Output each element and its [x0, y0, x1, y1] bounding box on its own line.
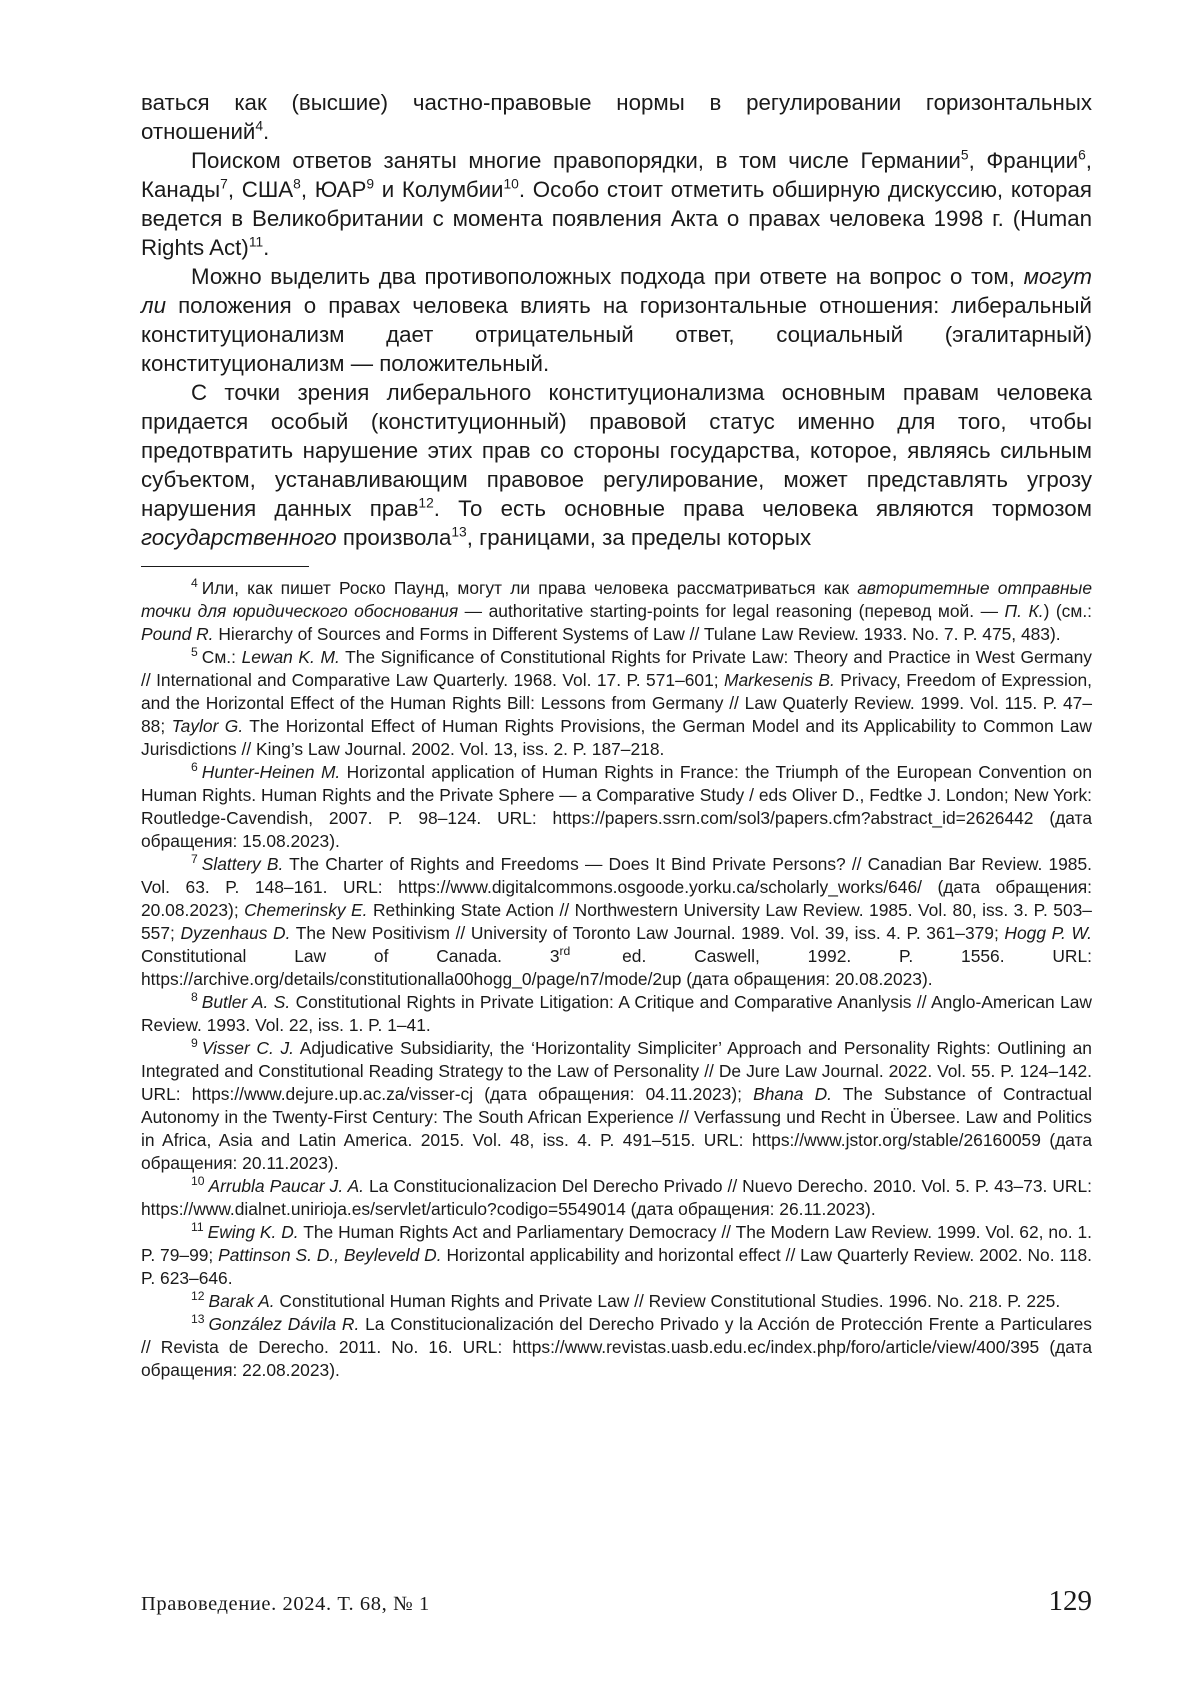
page-footer	[141, 1585, 1092, 1619]
footnote-ref: 7	[220, 175, 228, 192]
footnote-6	[141, 761, 1092, 853]
footnote-ref: 13	[191, 1312, 205, 1327]
text-run: , ЮАР	[300, 177, 367, 202]
text-run: The Horizontal Effect of Human Rights Provisions, the German Model and its Applicability to Common Law Jurisdictions // King’s Law Journal. 2002. Vol. 13, iss. 2. P. 187–218.	[141, 716, 1092, 759]
paragraph-4	[141, 378, 1092, 552]
italic-text: Arrubla Paucar J. A.	[208, 1176, 364, 1196]
italic-text: Pound R.	[141, 624, 214, 644]
footnote-ref: 6	[1078, 146, 1086, 163]
text-run: положения о правах человека влиять на горизонтальные отношения: либеральный конституционализм дает отрицательный ответ, социальный (эгалитарный) конституционализм — положительный.	[141, 293, 1092, 376]
footnote-ref: 8	[293, 175, 301, 192]
footnote-ref: 5	[191, 645, 198, 660]
text-run: ваться как (высшие) частно-правовые нормы в регулировании горизонтальных отношений	[141, 90, 1092, 144]
text-run: ) (см.:	[1043, 601, 1092, 621]
footnote-ref: 4	[255, 117, 264, 134]
text-run: Поиском ответов заняты многие правопорядки, в том числе Германии	[191, 148, 961, 173]
footnote-7	[141, 853, 1092, 991]
footnote-ref: rd	[559, 944, 571, 959]
italic-text: Bhana D.	[753, 1084, 832, 1104]
footnote-ref: 11	[248, 233, 264, 250]
footnote-9	[141, 1037, 1092, 1175]
footnote-ref: 13	[451, 523, 467, 540]
text-run: .	[263, 235, 270, 260]
footnote-ref: 6	[191, 760, 198, 775]
text-run: Constitutional Rights in Private Litigation: A Critique and Comparative Ananlysis // Anglo-American Law Review. 1993. Vol. 22, iss. 1. P. 1–41.	[141, 992, 1092, 1035]
page-content	[141, 88, 1092, 1382]
italic-text: государственного	[141, 525, 337, 550]
footnote-ref: 10	[503, 175, 519, 192]
italic-text: Markesenis B.	[724, 670, 835, 690]
text-run: The Charter of Rights and Freedoms — Does It Bind Private Persons? // Canadian Bar Review. 1985. Vol. 63. P. 148–161. URL: https://www.digitalcommons.osgoode.yorku.ca/scholarly_works/646/ (дата обращения: 20.08.2023);	[141, 854, 1092, 920]
footnote-ref: 9	[366, 175, 375, 192]
italic-text: Hunter-Heinen M.	[201, 762, 341, 782]
italic-text: Lewan K. M.	[241, 647, 340, 667]
text-run: The Substance of Contractual Autonomy in the Twenty-First Century: The South African Experience // Verfassung und Recht in Übersee. Law and Politics in Africa, Asia and Latin America. 2015. Vol. 48, iss. 4. P. 491–515. URL: https://www.jstor.org/stable/26160059 (дата обращения: 20.11.2023).	[141, 1084, 1092, 1173]
text-run: Hierarchy of Sources and Forms in Different Systems of Law // Tulane Law Review. 1933. No. 7. P. 475, 483).	[213, 624, 1061, 644]
text-run: Horizontal application of Human Rights in France: the Triumph of the European Convention on Human Rights. Human Rights and the Private Sphere — a Comparative Study / eds Oliver D., Fedtke J. London; New York: Routledge-Cavendish, 2007. P. 98–124. URL: https://papers.ssrn.com/sol3/papers.cfm?abstract_id=2626442 (дата обращения: 15.08.2023).	[141, 762, 1092, 851]
footnote-5	[141, 646, 1092, 761]
text-run: .	[263, 119, 270, 144]
footnote-13	[141, 1313, 1092, 1382]
text-run: Constitutional Human Rights and Private Law // Review Constitutional Studies. 1996. No. 218. P. 225.	[274, 1291, 1061, 1311]
text-run: Privacy, Freedom of Expression, and the Horizontal Effect of the Human Rights Bill: Lessons from Germany // Law Quaterly Review. 1999. Vol. 115. P. 47–88;	[141, 670, 1092, 736]
italic-text: П. К.	[1004, 601, 1044, 621]
text-run: Horizontal applicability and horizontal effect // Law Quarterly Review. 2002. No. 118. P. 623–646.	[141, 1245, 1092, 1288]
footnote-4	[141, 577, 1092, 646]
text-run: The Significance of Constitutional Rights for Private Law: Theory and Practice in West Germany // International and Comparative Law Quarterly. 1968. Vol. 17. P. 571–601;	[141, 647, 1093, 690]
text-run: La Constitucionalizacion Del Derecho Privado // Nuevo Derecho. 2010. Vol. 5. P. 43–73. URL: https://www.dialnet.unirioja.es/servlet/articulo?codigo=5549014 (дата обращения: 26.11.2023).	[141, 1176, 1092, 1219]
footnote-ref: 12	[418, 494, 434, 511]
text-run: Adjudicative Subsidiarity, the ‘Horizontality Simpliciter’ Approach and Personality Rights: Outlining an Integrated and Constitutional Reading Strategy to the Law of Personality // De Jure Law Journal. 2022. Vol. 55. P. 124–142. URL: https://www.dejure.up.ac.za/visser-cj (дата обращения: 04.11.2023);	[141, 1038, 1092, 1104]
footnote-ref: 5	[960, 146, 969, 163]
italic-text: Slattery B.	[201, 854, 284, 874]
page-number: 129	[1048, 1585, 1092, 1617]
footnote-ref: 8	[191, 990, 198, 1005]
footnote-12	[141, 1290, 1092, 1313]
italic-text: Visser C. J.	[201, 1038, 295, 1058]
footnotes	[141, 577, 1092, 1382]
text-run: Или, как пишет Роско Паунд, могут ли права человека рассматриваться как	[201, 578, 858, 598]
text-run: . Особо стоит отметить обширную дискуссию, которая ведется в Великобритании с момента появления Акта о правах человека 1998 г. (Human Rights Act)	[141, 177, 1092, 260]
text-run: Можно выделить два противоположных подхода при ответе на вопрос о том,	[191, 264, 1024, 289]
paragraph-1	[141, 88, 1092, 146]
footnote-ref: 10	[191, 1174, 205, 1189]
italic-text: авторитетные отправные точки для юридического обоснования	[141, 578, 1092, 621]
italic-text: Pattinson S. D., Beyleveld D.	[218, 1245, 442, 1265]
paragraph-3	[141, 262, 1092, 378]
paragraph-2	[141, 146, 1092, 262]
text-run: , Франции	[968, 148, 1079, 173]
text-run: , границами, за пределы которых	[466, 525, 812, 550]
italic-text: Dyzenhaus D.	[180, 923, 291, 943]
text-run: — authoritative starting-points for legal reasoning (перевод мой. —	[458, 601, 1005, 621]
text-run: С точки зрения либерального конституционализма основным правам человека придается особый (конституционный) правовой статус именно для того, чтобы предотвратить нарушение этих прав со стороны государства, которое, являясь сильным субъектом, устанавливающим правовое регулирование, может представлять угрозу нарушения данных прав	[141, 380, 1092, 521]
italic-text: Ewing K. D.	[207, 1222, 299, 1242]
italic-text: Taylor G.	[171, 716, 244, 736]
main-text	[141, 88, 1092, 552]
text-run: произвола	[336, 525, 452, 550]
footnote-ref: 12	[191, 1289, 205, 1304]
footnote-separator	[141, 566, 309, 567]
italic-text: Hogg P. W.	[1004, 923, 1092, 943]
footnote-11	[141, 1221, 1092, 1290]
text-run: The Human Rights Act and Parliamentary Democracy // The Modern Law Review. 1999. Vol. 62, no. 1. P. 79–99;	[141, 1222, 1092, 1265]
italic-text: Barak A.	[208, 1291, 275, 1311]
text-run: . То есть основные права человека являются тормозом	[433, 496, 1092, 521]
text-run: См.:	[201, 647, 242, 667]
text-run: The New Positivism // University of Toronto Law Journal. 1989. Vol. 39, iss. 4. P. 361–379;	[290, 923, 1005, 943]
footnote-10	[141, 1175, 1092, 1221]
footnote-ref: 11	[191, 1220, 204, 1235]
italic-text: могут ли	[141, 264, 1092, 318]
text-run: , Канады	[141, 148, 1092, 202]
text-run: , США	[227, 177, 294, 202]
italic-text: Chemerinsky E.	[244, 900, 368, 920]
footnote-8	[141, 991, 1092, 1037]
footnote-ref: 4	[191, 576, 198, 591]
text-run: Rethinking State Action // Northwestern University Law Review. 1985. Vol. 80, iss. 3. P. 503–557;	[141, 900, 1092, 943]
footnote-ref: 7	[191, 852, 198, 867]
italic-text: González Dávila R.	[208, 1314, 360, 1334]
journal-citation: Правоведение. 2024. Т. 68, № 1	[141, 1593, 430, 1615]
text-run: Constitutional Law of Canada. 3	[141, 946, 560, 966]
footnote-ref: 9	[191, 1036, 198, 1051]
text-run: ed. Caswell, 1992. P. 1556. URL: https://archive.org/details/constitutionalla00hogg_0/page/n7/mode/2up (дата обращения: 20.08.2023).	[141, 946, 1092, 989]
italic-text: Butler A. S.	[201, 992, 291, 1012]
text-run: La Constitucionalización del Derecho Privado y la Acción de Protección Frente a Particulares // Revista de Derecho. 2011. No. 16. URL: https://www.revistas.uasb.edu.ec/index.php/foro/article/view/400/395 (дата обращения: 22.08.2023).	[141, 1314, 1092, 1380]
text-run: и Колумбии	[374, 177, 504, 202]
